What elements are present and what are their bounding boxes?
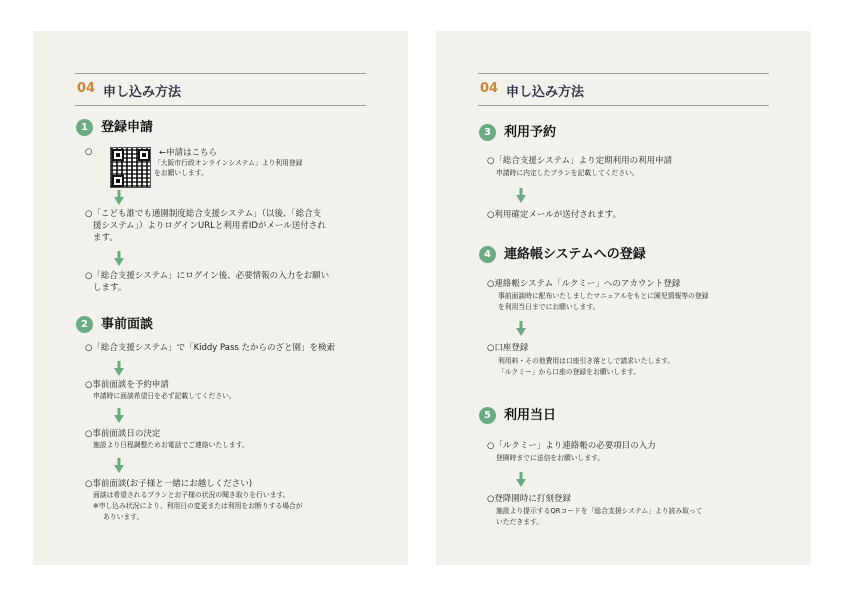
step-text: します。 xyxy=(93,283,127,293)
step-subtext: いただきます。 xyxy=(496,518,544,526)
qr-code-icon xyxy=(111,148,150,187)
step-subtext: 面談は希望されるプランとお子様の状況の聞き取りを行います。 xyxy=(93,491,290,499)
header-title: 申し込み方法 xyxy=(506,85,585,100)
step-subtext: 申請時に面談希望日を必ず記載してください。 xyxy=(93,392,236,400)
step-subtext: ありいます。 xyxy=(103,513,144,521)
down-arrow-icon xyxy=(114,190,124,205)
step-text: ○「こども誰でも通園制度総合支援システム」（以後、「総合支 xyxy=(85,209,322,219)
header-number: 04 xyxy=(480,81,499,96)
qr-note-line: をお願いします。 xyxy=(154,169,208,177)
step-5-number-badge: 5 xyxy=(479,407,496,424)
down-arrow-icon xyxy=(516,472,526,487)
step-subtext: を利用当日までにお願いします。 xyxy=(498,303,600,311)
step-text: ○口座登録 xyxy=(487,343,529,353)
step-subtext: 事前面談時に配布いたしましたマニュアルをもとに園児情報等の登録 xyxy=(498,292,709,300)
step-3-number-badge: 3 xyxy=(479,124,496,141)
step-4-number-badge: 4 xyxy=(479,246,496,263)
header-number: 04 xyxy=(77,81,96,96)
step-text: ○登降園時に打刻登録 xyxy=(487,494,571,504)
step-subtext: 登園時までに送信をお願いします。 xyxy=(496,454,605,462)
qr-note-line: 「大阪市行政オンラインシステム」より利用登録 xyxy=(154,159,303,167)
page-right xyxy=(436,31,811,565)
step-text: ○「総合支援システム」にログイン後、必要情報の入力をお願い xyxy=(85,271,330,281)
step-text: ○事前面談を予約申請 xyxy=(85,380,169,390)
step-4-title: 連絡帳システムへの登録 xyxy=(504,247,646,262)
step-text: 援システム」）よりログインURLと利用者IDがメール送付され xyxy=(93,221,326,231)
bullet: ○ xyxy=(85,147,93,157)
step-subtext: 施設より提示するQRコードを「総合支援システム」より読み取って xyxy=(496,507,703,515)
step-subtext: ※申し込み状況により、利用日の変更または利用をお断りする場合が xyxy=(93,502,303,510)
step-subtext: 施設より日程調整ためお電話でご連絡いたします。 xyxy=(93,441,249,449)
step-text: ○「総合支援システム」で「Kiddy Pass たからのざと園」を検索 xyxy=(85,343,336,353)
step-text: ○連絡帳システム「ルクミー」へのアカウント登録 xyxy=(487,279,681,289)
step-2-number-badge: 2 xyxy=(76,316,93,333)
step-2-title: 事前面談 xyxy=(101,317,154,332)
step-5-title: 利用当日 xyxy=(504,408,557,423)
header-title: 申し込み方法 xyxy=(103,85,182,100)
step-subtext: 「ルクミー」から口座の登録をお願いします。 xyxy=(498,368,641,376)
step-subtext: 申請時に内定したプランを記載してください。 xyxy=(496,169,639,177)
step-text: ○事前面談(お子様と一緒にお越しください) xyxy=(85,479,253,489)
step-1-title: 登録申請 xyxy=(101,120,154,135)
down-arrow-icon xyxy=(516,321,526,336)
down-arrow-icon xyxy=(114,408,124,423)
down-arrow-icon xyxy=(114,458,124,473)
qr-caption: ←申請はこちら xyxy=(159,148,218,158)
step-text: ○利用確定メールが送付されます。 xyxy=(487,210,622,220)
step-subtext: 利用料・その他費用は口座引き落としで請求いたします。 xyxy=(498,357,675,365)
step-text: ○事前面談日の決定 xyxy=(85,429,161,439)
down-arrow-icon xyxy=(516,188,526,203)
step-text: ○「ルクミー」より連絡帳の必要項目の入力 xyxy=(487,441,656,451)
down-arrow-icon xyxy=(114,361,124,376)
section-header xyxy=(478,73,769,106)
down-arrow-icon xyxy=(114,251,124,266)
page-left xyxy=(33,31,408,565)
step-text: ます。 xyxy=(93,233,118,243)
step-3-title: 利用予約 xyxy=(504,125,557,140)
section-header xyxy=(75,73,366,106)
step-1-number-badge: 1 xyxy=(76,119,93,136)
step-text: ○「総合支援システム」より定期利用の利用申請 xyxy=(487,156,673,166)
